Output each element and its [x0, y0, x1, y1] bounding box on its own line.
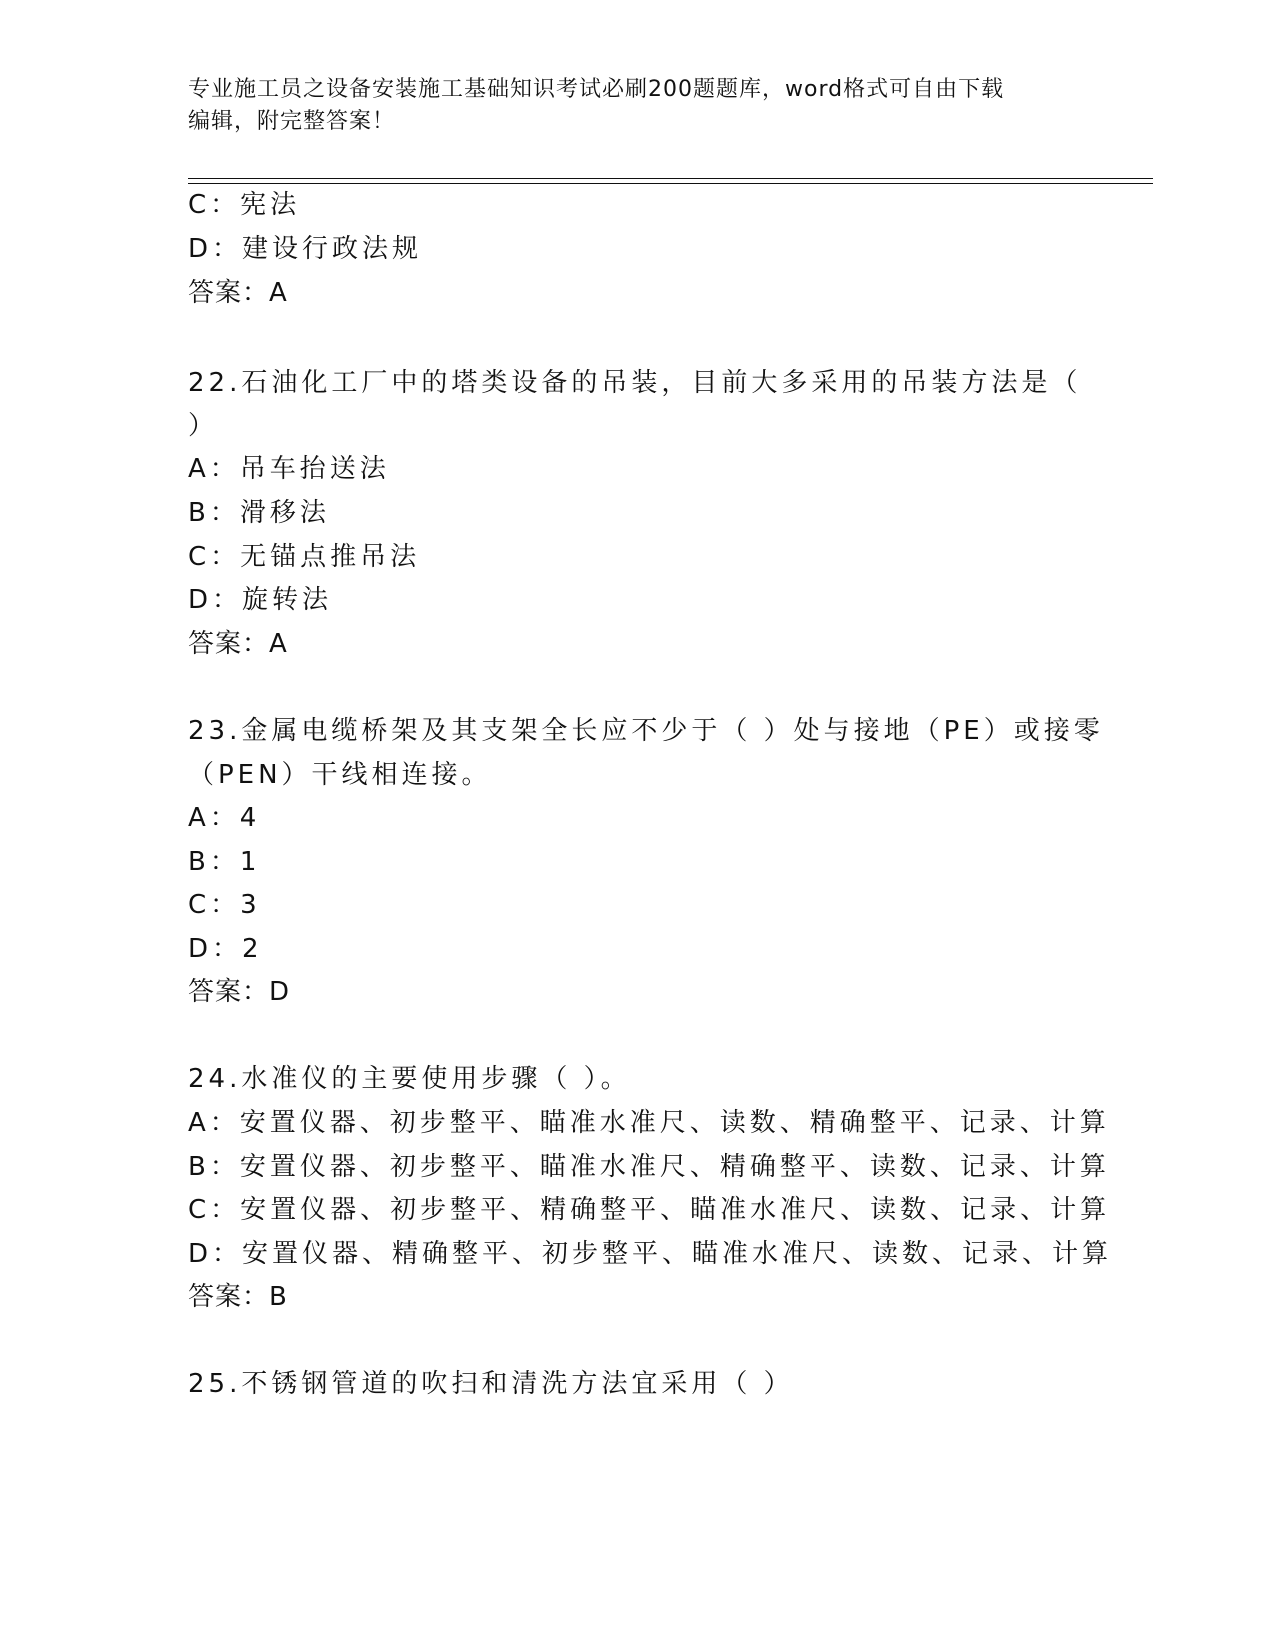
q23-option-c: C：3: [188, 890, 261, 920]
q22-option-b: B：滑移法: [188, 498, 330, 528]
q24-answer: 答案：B: [188, 1282, 288, 1312]
q25-stem-line-1: 25.不锈钢管道的吹扫和清洗方法宜采用（ ）: [188, 1369, 794, 1399]
q24-option-a: A：安置仪器、初步整平、瞄准水准尺、读数、精确整平、记录、计算: [188, 1108, 1110, 1138]
header-line-1: 专业施工员之设备安装施工基础知识考试必刷200题题库，word格式可自由下载: [188, 77, 1005, 102]
q22-option-d: D：旋转法: [188, 585, 333, 615]
q22-answer: 答案：A: [188, 629, 288, 659]
q23-stem-line-2: （PEN）干线相连接。: [188, 760, 492, 790]
q23-option-b: B：1: [188, 847, 261, 877]
prev-option-c: C：宪法: [188, 190, 301, 220]
header-divider-top: [188, 178, 1153, 179]
q24-stem-line-1: 24.水准仪的主要使用步骤（ ）。: [188, 1064, 631, 1094]
q24-option-c: C：安置仪器、初步整平、精确整平、瞄准水准尺、读数、记录、计算: [188, 1195, 1111, 1225]
prev-option-d: D：建设行政法规: [188, 234, 423, 264]
q24-option-d: D：安置仪器、精确整平、初步整平、瞄准水准尺、读数、记录、计算: [188, 1239, 1113, 1269]
q22-option-c: C：无锚点推吊法: [188, 542, 421, 572]
q24-option-b: B：安置仪器、初步整平、瞄准水准尺、精确整平、读数、记录、计算: [188, 1152, 1110, 1182]
q22-option-a: A：吊车抬送法: [188, 454, 390, 484]
prev-answer: 答案：A: [188, 278, 288, 308]
document-header: [188, 74, 1088, 138]
q23-option-a: A：4: [188, 803, 261, 833]
header-divider-bottom: [188, 183, 1153, 184]
q23-option-d: D：2: [188, 934, 263, 964]
header-line-2: 编辑，附完整答案！: [188, 109, 396, 134]
q23-answer: 答案：D: [188, 977, 291, 1007]
q23-stem-line-1: 23.金属电缆桥架及其支架全长应不少于（ ）处与接地（PE）或接零: [188, 716, 1104, 746]
q22-stem-line-1: 22.石油化工厂中的塔类设备的吊装，目前大多采用的吊装方法是（: [188, 368, 1082, 398]
q22-stem-line-2: ）: [188, 411, 219, 441]
